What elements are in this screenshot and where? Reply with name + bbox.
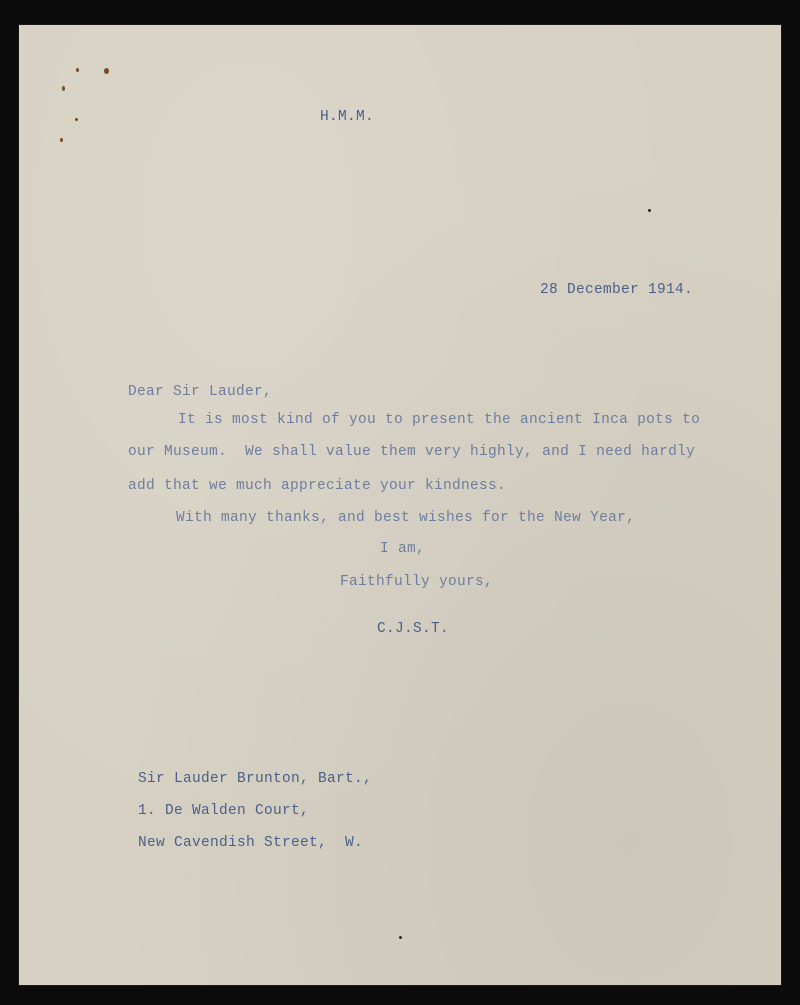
address-line: 1. De Walden Court, [138, 803, 310, 819]
rust-stain [76, 68, 79, 72]
rust-stain [60, 138, 63, 142]
salutation: Dear Sir Lauder, [128, 384, 273, 400]
signature-initials: C.J.S.T. [377, 621, 450, 637]
body-line: It is most kind of you to present the ancient Inca pots to [178, 412, 701, 428]
letter-page [18, 24, 782, 986]
address-line: Sir Lauder Brunton, Bart., [138, 771, 373, 787]
body-line: our Museum. We shall value them very highly, and I need hardly [128, 444, 696, 460]
paper-speck [648, 209, 651, 212]
rust-stain [62, 86, 65, 91]
letter-header: H.M.M. [320, 109, 375, 125]
paper-speck [399, 936, 402, 939]
closing-faithfully: Faithfully yours, [340, 574, 494, 590]
rust-stain [75, 118, 78, 121]
body-line: With many thanks, and best wishes for the New Year, [176, 510, 636, 526]
body-line: add that we much appreciate your kindness. [128, 478, 507, 494]
rust-stain [104, 68, 109, 74]
address-line: New Cavendish Street, W. [138, 835, 364, 851]
letter-date: 28 December 1914. [540, 282, 694, 298]
closing-i-am: I am, [380, 541, 426, 557]
